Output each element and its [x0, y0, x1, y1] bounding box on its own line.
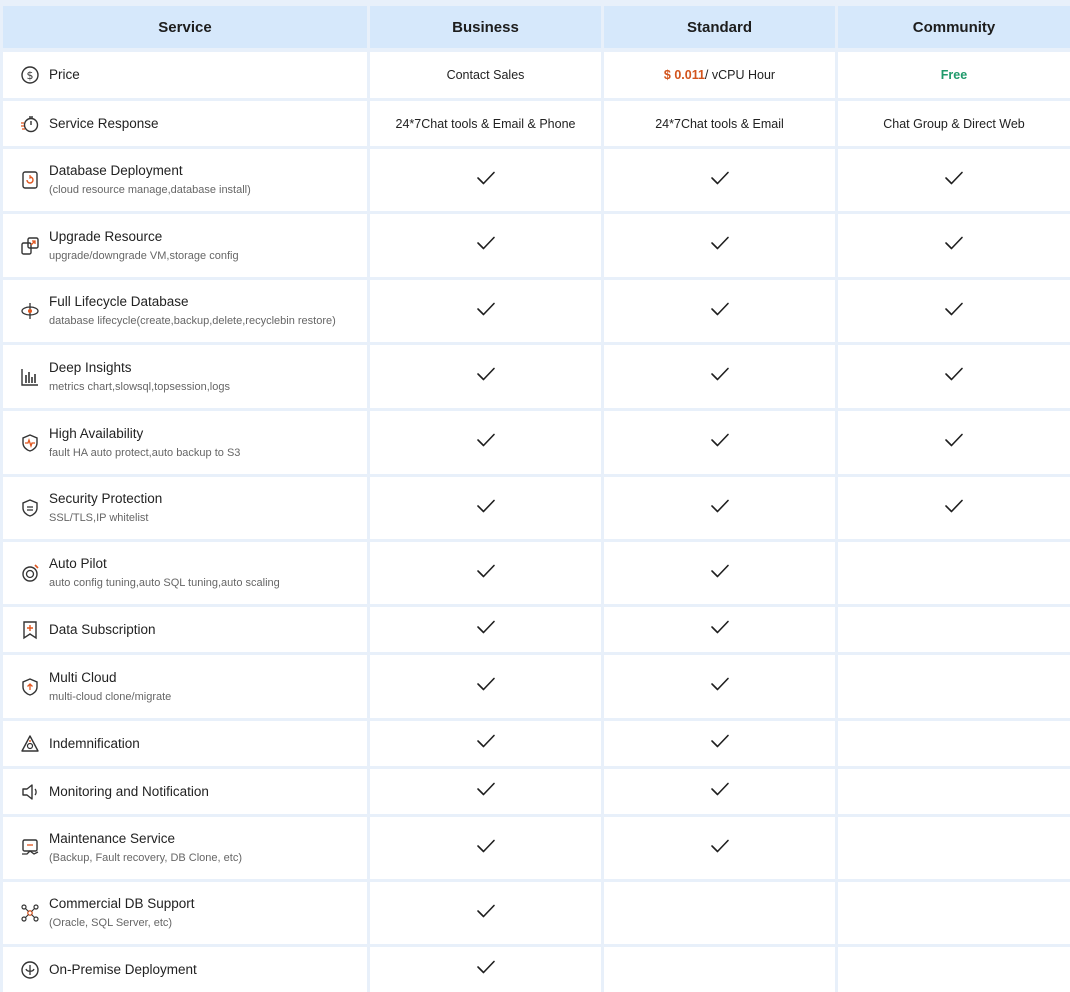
table-header-row	[0, 6, 1070, 48]
table-row	[0, 655, 1070, 718]
table-row	[0, 214, 1070, 277]
table-row	[0, 721, 1070, 766]
check-icon	[476, 563, 496, 584]
service-cell	[3, 411, 367, 474]
subscription-icon	[19, 619, 41, 641]
business-cell	[370, 101, 601, 146]
check-icon	[710, 676, 730, 697]
service-title: Multi Cloud	[49, 669, 117, 685]
service-subtitle: (Backup, Fault recovery, DB Clone, etc)	[49, 852, 242, 864]
table-row	[0, 52, 1070, 98]
maintenance-icon	[19, 837, 41, 859]
table-row	[0, 477, 1070, 539]
standard-cell	[604, 411, 835, 474]
service-cell	[3, 769, 367, 814]
standard-price-unit: / vCPU Hour	[704, 68, 776, 82]
check-icon	[710, 619, 730, 640]
community-cell	[838, 280, 1070, 342]
autopilot-icon	[19, 562, 41, 584]
business-value: 24*7Chat tools & Email & Phone	[395, 116, 576, 131]
stopwatch-icon	[19, 113, 41, 135]
lifecycle-icon	[19, 300, 41, 322]
standard-cell	[604, 149, 835, 211]
community-cell	[838, 655, 1070, 718]
community-cell	[838, 149, 1070, 211]
standard-value: 24*7Chat tools & Email	[655, 116, 784, 131]
business-cell	[370, 947, 601, 992]
bar-chart-icon	[19, 366, 41, 388]
check-icon	[476, 235, 496, 256]
check-icon	[944, 432, 964, 453]
community-cell	[838, 769, 1070, 814]
business-cell	[370, 345, 601, 408]
business-cell	[370, 280, 601, 342]
svg-text:$: $	[26, 69, 34, 82]
service-cell	[3, 817, 367, 879]
service-cell	[3, 655, 367, 718]
check-icon	[476, 959, 496, 980]
standard-cell	[604, 882, 835, 944]
community-cell	[838, 721, 1070, 766]
check-icon	[944, 498, 964, 519]
standard-cell	[604, 52, 835, 98]
service-cell	[3, 947, 367, 992]
check-icon	[476, 838, 496, 859]
check-icon	[944, 235, 964, 256]
table-row	[0, 882, 1070, 944]
standard-cell	[604, 769, 835, 814]
standard-cell	[604, 477, 835, 539]
check-icon	[944, 366, 964, 387]
service-cell	[3, 52, 367, 98]
speaker-icon	[19, 781, 41, 803]
table-row	[0, 947, 1070, 992]
service-cell	[3, 345, 367, 408]
service-title: Deep Insights	[49, 359, 132, 375]
service-subtitle: multi-cloud clone/migrate	[49, 690, 172, 703]
check-icon	[476, 301, 496, 322]
service-subtitle: database lifecycle(create,backup,delete,recyclebin restore)	[49, 315, 336, 327]
standard-cell	[604, 607, 835, 652]
table-row	[0, 280, 1070, 342]
check-icon	[476, 366, 496, 387]
service-cell	[3, 721, 367, 766]
check-icon	[476, 498, 496, 519]
on-premise-icon	[19, 959, 41, 981]
heartbeat-shield-icon	[19, 432, 41, 454]
business-cell	[370, 655, 601, 718]
service-title: Full Lifecycle Database	[49, 294, 189, 309]
upgrade-icon	[19, 235, 41, 257]
check-icon	[710, 498, 730, 519]
service-title: Data Subscription	[49, 621, 156, 637]
standard-cell	[604, 655, 835, 718]
check-icon	[710, 432, 730, 453]
check-icon	[710, 563, 730, 584]
check-icon	[710, 781, 730, 802]
business-cell	[370, 607, 601, 652]
service-subtitle: (Oracle, SQL Server, etc)	[49, 917, 173, 929]
service-title: Upgrade Resource	[49, 228, 163, 244]
business-cell	[370, 882, 601, 944]
business-cell	[370, 214, 601, 277]
network-icon	[19, 902, 41, 924]
community-cell	[838, 214, 1070, 277]
service-title: On-Premise Deployment	[49, 961, 197, 977]
check-icon	[476, 676, 496, 697]
check-icon	[710, 838, 730, 859]
table-row	[0, 817, 1070, 879]
header-community: Community	[838, 6, 1070, 48]
service-cell	[3, 101, 367, 146]
table-row	[0, 149, 1070, 211]
community-value: Free	[940, 68, 968, 82]
standard-cell	[604, 214, 835, 277]
table-row	[0, 411, 1070, 474]
service-cell	[3, 607, 367, 652]
business-cell	[370, 817, 601, 879]
standard-cell	[604, 542, 835, 604]
warning-icon	[19, 733, 41, 755]
standard-cell	[604, 817, 835, 879]
table-row	[0, 769, 1070, 814]
check-icon	[710, 301, 730, 322]
standard-price	[664, 68, 775, 82]
service-cell	[3, 542, 367, 604]
service-title: Price	[49, 67, 80, 82]
service-title: Security Protection	[49, 491, 163, 506]
business-cell	[370, 411, 601, 474]
service-title: Service Response	[49, 115, 159, 131]
business-cell	[370, 52, 601, 98]
service-cell	[3, 477, 367, 539]
service-title: Monitoring and Notification	[49, 783, 209, 799]
check-icon	[710, 733, 730, 754]
dollar-icon	[19, 64, 41, 86]
service-cell	[3, 280, 367, 342]
database-deploy-icon	[19, 169, 41, 191]
check-icon	[476, 432, 496, 453]
check-icon	[476, 781, 496, 802]
service-cell	[3, 149, 367, 211]
community-cell	[838, 345, 1070, 408]
service-subtitle: auto config tuning,auto SQL tuning,auto scaling	[49, 577, 280, 589]
standard-cell	[604, 721, 835, 766]
service-title: Commercial DB Support	[49, 896, 195, 911]
security-shield-icon	[19, 497, 41, 519]
service-subtitle: upgrade/downgrade VM,storage config	[49, 249, 239, 262]
header-business: Business	[370, 6, 601, 48]
check-icon	[944, 301, 964, 322]
service-cell	[3, 882, 367, 944]
community-cell	[838, 477, 1070, 539]
service-subtitle: (cloud resource manage,database install)	[49, 184, 251, 196]
service-title: High Availability	[49, 425, 144, 441]
community-cell	[838, 542, 1070, 604]
check-icon	[476, 170, 496, 191]
community-cell	[838, 411, 1070, 474]
community-cell	[838, 882, 1070, 944]
header-standard: Standard	[604, 6, 835, 48]
table-row	[0, 101, 1070, 146]
community-value: Chat Group & Direct Web	[883, 116, 1025, 131]
check-icon	[476, 903, 496, 924]
community-cell	[838, 101, 1070, 146]
standard-price-amount: $ 0.011	[663, 68, 705, 82]
community-cell	[838, 947, 1070, 992]
table-row	[0, 542, 1070, 604]
standard-cell	[604, 280, 835, 342]
header-service: Service	[3, 6, 367, 48]
standard-cell	[604, 345, 835, 408]
service-subtitle: SSL/TLS,IP whitelist	[49, 512, 149, 524]
business-cell	[370, 542, 601, 604]
check-icon	[476, 619, 496, 640]
cloud-shield-icon	[19, 676, 41, 698]
business-value: Contact Sales	[446, 68, 525, 82]
service-title: Database Deployment	[49, 163, 183, 178]
table-row	[0, 345, 1070, 408]
standard-cell	[604, 947, 835, 992]
community-cell	[838, 52, 1070, 98]
standard-cell	[604, 101, 835, 146]
business-cell	[370, 769, 601, 814]
business-cell	[370, 477, 601, 539]
check-icon	[944, 170, 964, 191]
service-subtitle: metrics chart,slowsql,topsession,logs	[49, 380, 230, 393]
community-cell	[838, 817, 1070, 879]
business-cell	[370, 721, 601, 766]
table-row	[0, 607, 1070, 652]
check-icon	[710, 366, 730, 387]
check-icon	[710, 170, 730, 191]
service-title: Indemnification	[49, 735, 140, 751]
service-title: Maintenance Service	[49, 831, 176, 846]
check-icon	[710, 235, 730, 256]
service-cell	[3, 214, 367, 277]
business-cell	[370, 149, 601, 211]
service-subtitle: fault HA auto protect,auto backup to S3	[49, 446, 241, 459]
service-title: Auto Pilot	[49, 556, 107, 571]
check-icon	[476, 733, 496, 754]
community-cell	[838, 607, 1070, 652]
